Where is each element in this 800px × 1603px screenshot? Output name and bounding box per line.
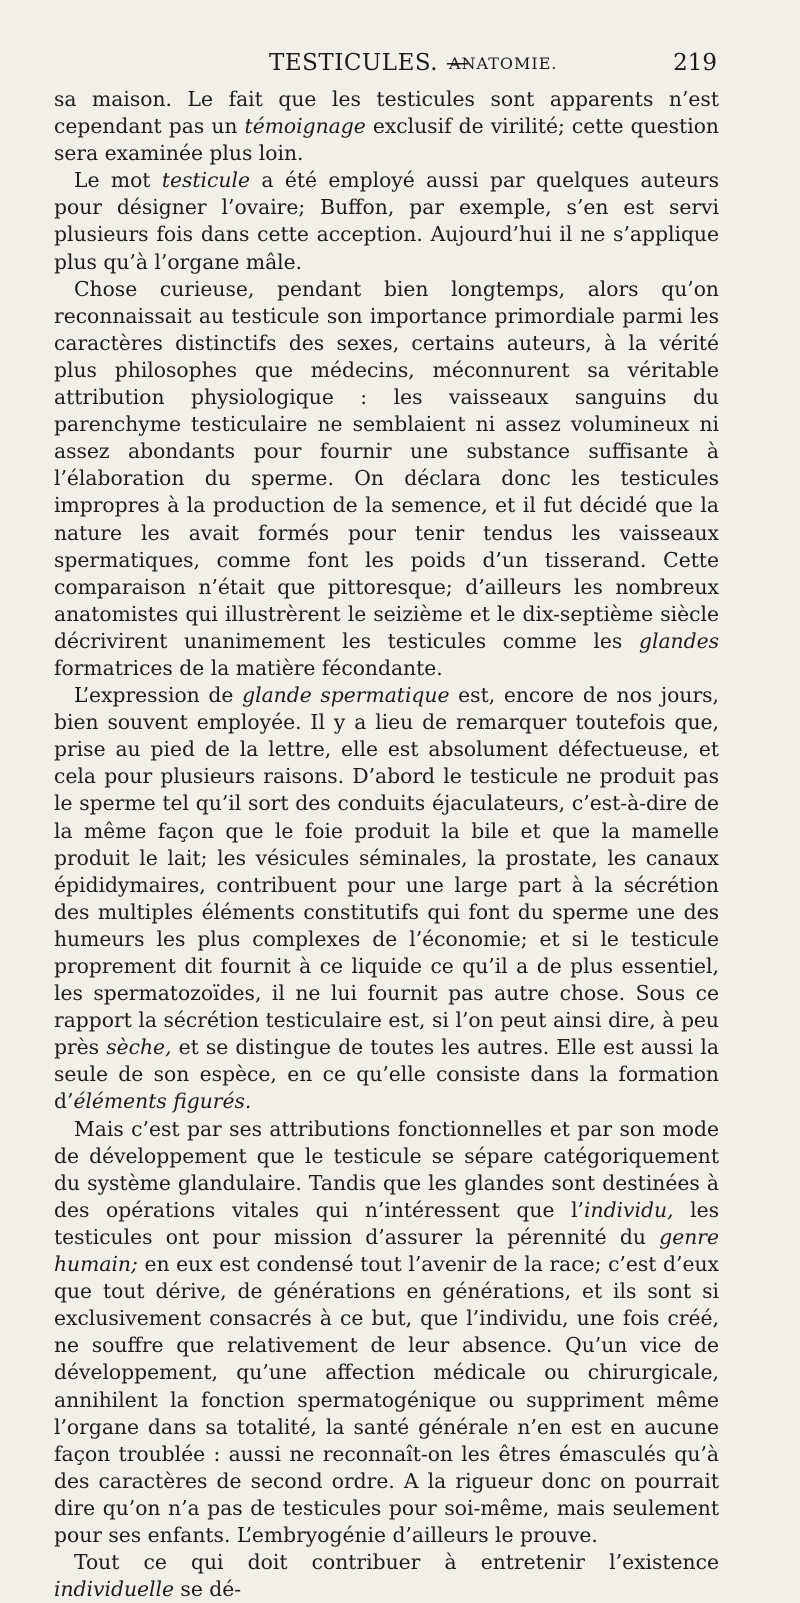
text-run: a été employé aussi par quelques auteurs pour désigner l’ovaire; Buffon, par exemple, s’en est servi plusieurs fois dans cette acception. Aujourd’hui il ne s’applique plus qu’à l’organe mâle.	[54, 168, 719, 274]
text-run: Tout ce qui doit contribuer à entretenir l’existence	[74, 1550, 719, 1575]
page-number: 219	[673, 50, 717, 76]
italic-run: éléments figurés.	[73, 1089, 252, 1114]
paragraph	[54, 167, 719, 275]
italic-run: individu,	[584, 1197, 674, 1222]
italic-run: glande spermatique	[242, 683, 450, 708]
text-run: est, encore de nos jours, bien souvent employée. Il y a lieu de remarquer toutefois que, prise au pied de la lettre, elle est absolument défectueuse, et cela pour plusieurs raisons. D’abord le testicule ne produit pas le sperme tel qu’il sort des conduits éjaculateurs, c’est-à-dire de la même façon que le foie produit la bile et que la mamelle produit le lait; les vésicules séminales, la prostate, les canaux épididymaires, contribuent pour une large part à la sécrétion des multiples éléments constitutifs qui font du sperme une des humeurs les plus complexes de l’économie; et si le testicule proprement dit fournit à ce liquide ce qu’il a de plus essentiel, les spermatozoïdes, il ne lui fournit pas autre chose. Sous ce rapport la sécrétion testiculaire est, si l’on peut ainsi dire, à peu près	[54, 683, 719, 1060]
section-label: ANATOMIE.	[449, 54, 558, 73]
paragraph	[54, 1549, 719, 1603]
text-run: Le mot	[74, 168, 162, 193]
paragraph	[54, 682, 719, 1116]
italic-run: individuelle	[54, 1577, 174, 1602]
paragraph	[54, 86, 719, 167]
text-run: formatrices de la matière fécondante.	[54, 655, 443, 680]
italic-run: genre humain;	[54, 1224, 719, 1277]
text-run: en eux est condensé tout l’avenir de la race; c’est d’eux que tout dérive, de générations en générations, et ils sont si exclusivement consacrés à ce but, que l’individu, une fois créé, ne souffre que relativement de leur absence. Qu’un vice de développement, qu’une affection médicale ou chirurgicale, annihilent la fonction spermatogénique ou suppriment même l’organe dans sa totalité, la santé générale n’en est en aucune façon troublée : aussi ne reconnaît-on les êtres émasculés qu’à des caractères de second ordre. A la rigueur donc on pourrait dire qu’on n’a pas de testicules pour soi-même, mais seulement pour ses enfants. L’embryogénie d’ailleurs le prouve.	[54, 1252, 719, 1547]
text-run: se dé-	[173, 1577, 242, 1602]
text-run: Mais c’est par ses attributions fonctionnelles et par son mode de développement que le testicule se sépare catégoriquement du système glandulaire. Tandis que les glandes sont destinées à des opérations vitales qui n’intéressent que l’	[54, 1116, 719, 1222]
running-title: TESTICULES. —	[269, 50, 470, 76]
text-run: et se distingue de toutes les autres. Elle est aussi la seule de son espèce, en ce qu’elle consiste dans la formation d’	[54, 1035, 719, 1114]
text-run: les testicules ont pour mission d’assurer la pérennité du	[54, 1197, 720, 1249]
running-header	[54, 50, 717, 86]
italic-run: sèche,	[106, 1035, 172, 1060]
paragraph	[54, 1116, 719, 1550]
text-run: sa maison. Le fait que les testicules sont apparents n’est cependant pas un	[54, 87, 719, 139]
body-text	[54, 86, 719, 1603]
text-run: exclusif de virilité; cette question sera examinée plus loin.	[54, 114, 719, 166]
paragraph	[54, 276, 719, 682]
text-run: L’expression de	[74, 683, 243, 708]
italic-run: témoignage	[244, 114, 366, 139]
italic-run: testicule	[161, 168, 250, 193]
italic-run: glandes	[638, 628, 719, 653]
text-run: Chose curieuse, pendant bien longtemps, alors qu’on reconnaissait au testicule son importance primordiale parmi les caractères distinctifs des sexes, certains auteurs, à la vérité plus philosophes que médecins, méconnurent sa véritable attribution physiologique : les vaisseaux sanguins du parenchyme testiculaire ne semblaient ni assez volumineux ni assez abondants pour fournir une substance suffisante à l’élaboration du sperme. On déclara donc les testicules impropres à la production de la semence, et il fut décidé que la nature les avait formés pour tenir tendus les vaisseaux spermatiques, comme font les poids d’un tisserand. Cette comparaison n’était que pittoresque; d’ailleurs les nombreux anatomistes qui illustrèrent le seizième et le dix-septième siècle décrivirent unanimement les testicules comme les	[54, 276, 719, 653]
